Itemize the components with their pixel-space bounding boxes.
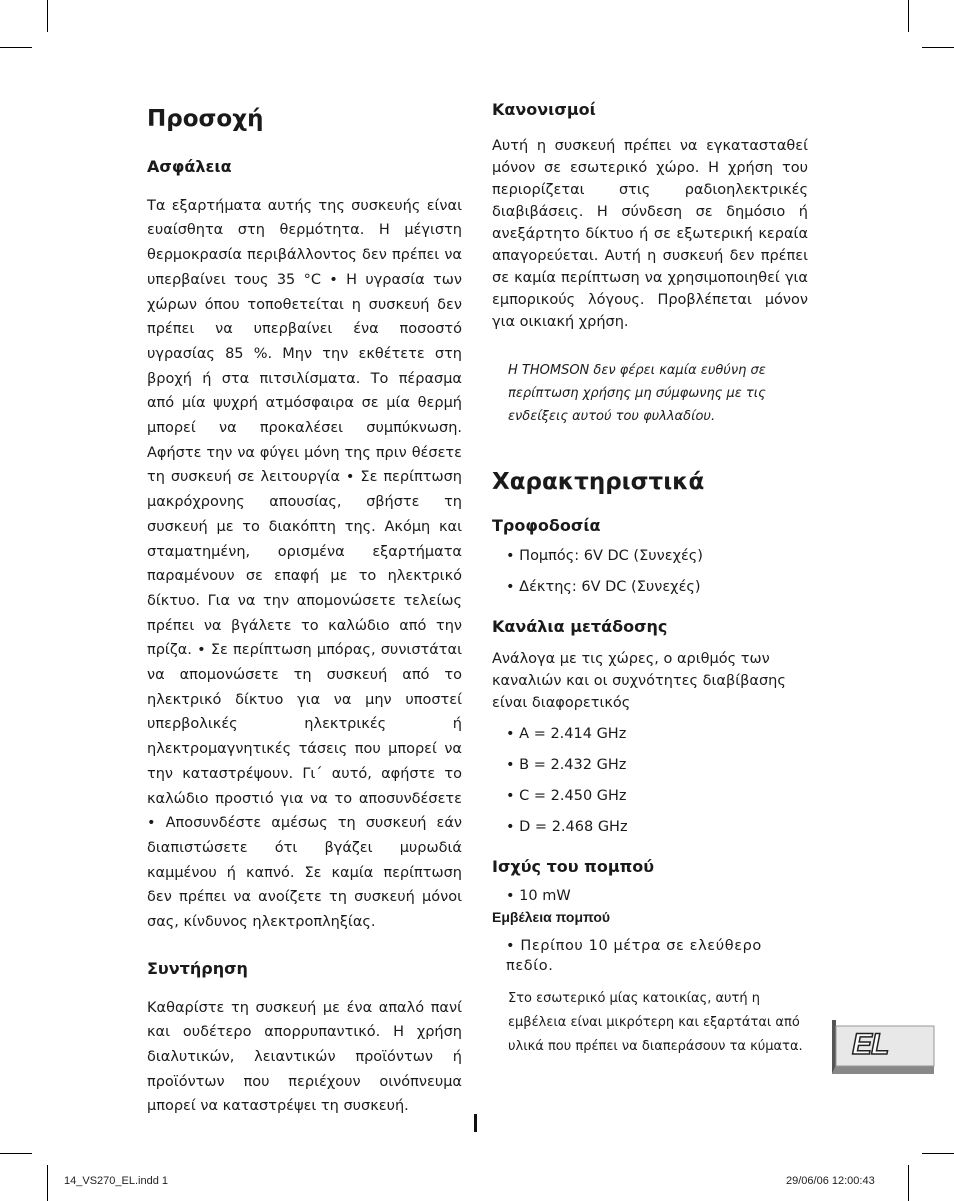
regulations-heading: Κανονισμοί — [492, 100, 596, 119]
power-heading: Τροφοδοσία — [492, 515, 601, 535]
crop-mark — [922, 1153, 954, 1154]
features-title: Χαρακτηριστικά — [492, 468, 705, 495]
safety-heading: Ασφάλεια — [147, 156, 232, 176]
maintenance-heading: Συντήρηση — [147, 958, 248, 978]
crop-mark — [908, 0, 909, 32]
language-badge — [830, 1020, 936, 1078]
list-item: • D = 2.468 GHz — [506, 819, 628, 836]
crop-mark — [0, 47, 32, 48]
tx-power-list — [492, 886, 808, 906]
crop-mark — [0, 1153, 32, 1154]
disclaimer-note: Η THOMSON δεν φέρει καμία ευθύνη σε περίπτωση χρήσης μη σύμφωνης με τις ενδείξεις αυτού του φυλλαδίου. — [508, 362, 766, 424]
safety-text: Τα εξαρτήματα αυτής της συσκευής είναι ευαίσθητα στη θερμότητα. Η μέγιστη θερμοκρασία περιβάλλοντος δεν πρέπει να υπερβαίνει τους 35 °C • Η υγρασία των χώρων όπου τοποθετείται η συσκευή δεν πρέπει να υπερβαίνει ένα ποσοστό υγρασίας 85 %. Μην την εκθέτετε στη βροχή ή στα πιτσιλίσματα. Το πέρασμα από μία ψυχρή ατμόσφαιρα σε μία θερμή μπορεί να προκαλέσει συμπύκνωση. Αφήστε την να φύγει μόνη της πριν θέσετε τη συσκευή σε λειτουργία • Σε περίπτωση μακρόχρονης απουσίας, σβήστε τη συσκευή με το διακόπτη της. Ακόμη και σταματημένη, ορισμένα εξαρτήματα παραμένουν σε επαφή με το ηλεκτρικό δίκτυο. Για να την απομονώσετε τελείως πρέπει να βγάλετε το καλώδιο από την πρίζα. • Σε περίπτωση μπόρας, συνιστάται να απομονώσετε τη συσκευή από το ηλεκτρικό δίκτυο για να μην υποστεί υπερβολικές ηλεκτρικές ή ηλεκτρομαγνητικές τάσεις που μπορεί να την καταστρέψουν. Γι΄ αυτό, αφήστε το καλώδιο προστιό για να το αποσυνδέσετε • Αποσυνδέστε αμέσως τη συσκευή εάν διαπιστώσετε ότι βγάζει μυρωδιά καμμένου ή καπνό. Σε καμία περίπτωση δεν πρέπει να ανοίζετε τη συσκευή μόνοι σας, κίνδυνος ηλεκτροπληξίας. — [147, 197, 462, 931]
channels-list — [492, 724, 808, 837]
range-heading: Εμβέλεια πομπού — [492, 909, 611, 926]
crop-mark — [922, 47, 954, 48]
language-code: EL — [852, 1028, 889, 1061]
list-item: • Δέκτης: 6V DC (Συνεχές) — [506, 579, 701, 596]
maintenance-text: Καθαρίστε τη συσκευή με ένα απαλό πανί και ουδέτερο απορρυπαντικό. Η χρήση διαλυτικών, λειαντικών προϊόντων ή προϊόντων που περιέχουν οινόπνευμα μπορεί να καταστρέψει τη συσκευή. — [147, 999, 462, 1115]
footer-timestamp: 29/06/06 12:00:43 — [786, 1175, 875, 1187]
list-item: • Πομπός: 6V DC (Συνεχές) — [506, 548, 703, 565]
channels-heading: Κανάλια μετάδοσης — [492, 617, 668, 637]
list-item: • B = 2.432 GHz — [506, 757, 627, 774]
page-title: Προσοχή — [147, 106, 264, 132]
list-item: • 10 mW — [506, 888, 571, 905]
regulations-text: Αυτή η συσκευή πρέπει να εγκατασταθεί μόνον σε εσωτερικό χώρο. Η χρήση του περιορίζεται στις ραδιοηλεκτρικές διαβιβάσεις. Η σύνδεση σε δημόσιο ή ανεξάρτητο δίκτυο ή σε εξωτερική κεραία απαγορεύεται. Αυτή η συσκευή δεν πρέπει σε καμία περίπτωση να χρησιμοποιηθεί για εμπορικούς λόγους. Προβλέπεται μόνον για οικιακή χρήση. — [492, 137, 808, 330]
tx-power-heading: Ισχύς του πομπού — [492, 857, 655, 877]
list-item: • A = 2.414 GHz — [506, 726, 627, 743]
crop-mark — [47, 0, 48, 32]
list-item: • Περίπου 10 μέτρα σε ελεύθερο πεδίο. — [506, 938, 762, 975]
crop-mark — [908, 1165, 909, 1201]
footer-file: 14_VS270_EL.indd 1 — [64, 1175, 168, 1187]
range-list — [492, 936, 808, 976]
left-column — [147, 100, 462, 1139]
list-item: • C = 2.450 GHz — [506, 788, 627, 805]
right-column — [492, 100, 808, 1059]
page-number-marker — [474, 1114, 477, 1132]
crop-mark — [47, 1165, 48, 1201]
range-note: Στο εσωτερικό μίας κατοικίας, αυτή η εμβέλεια είναι μικρότερη και εξαρτάται από υλικά που πρέπει να διαπεράσουν τα κύματα. — [508, 991, 803, 1055]
channels-text: Ανάλογα με τις χώρες, ο αριθμός των καναλιών και οι συχνότητες διαβίβασης είναι διαφορετικός — [492, 651, 786, 712]
power-list — [492, 546, 808, 597]
